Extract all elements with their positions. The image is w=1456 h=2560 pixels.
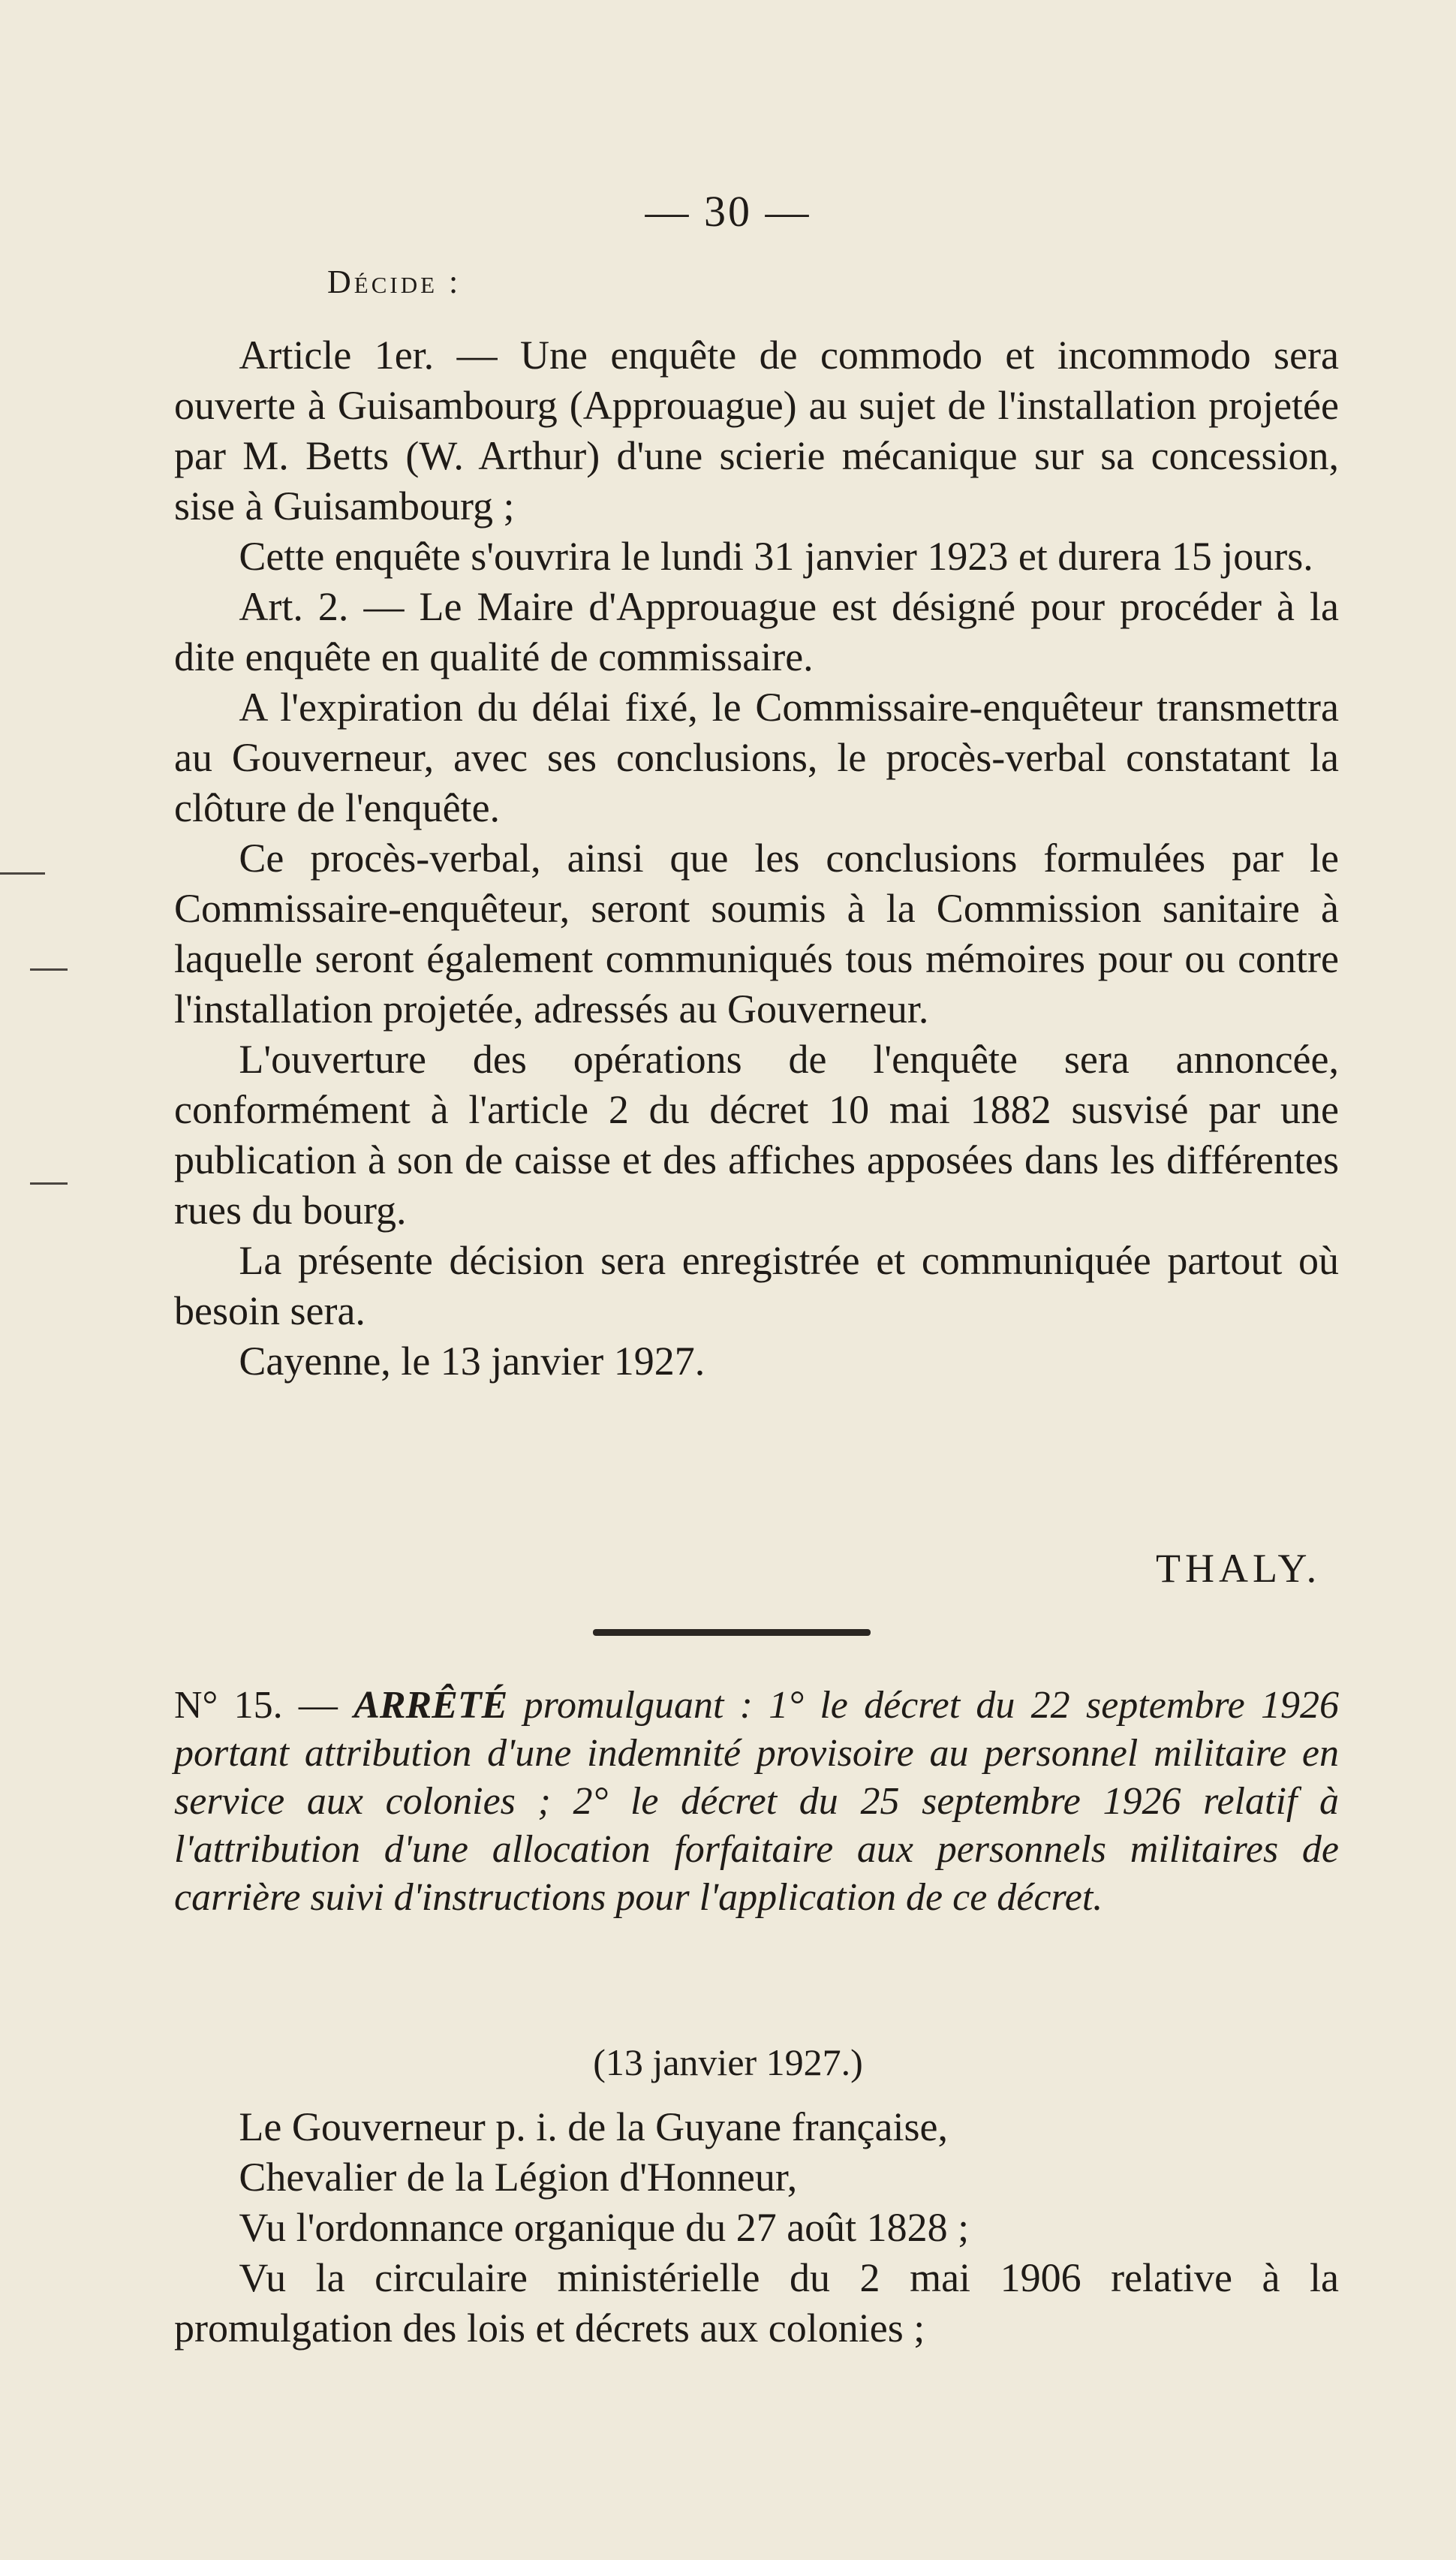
paragraph-article-2: Art. 2. — Le Maire d'Approuague est désigné pour procéder à la dite enquête en qualité de commissaire. bbox=[174, 584, 1339, 679]
decree-heading: promulguant : 1° le décret du 22 septembre 1926 portant attribution d'une indemnité provisoire au personnel militaire en service aux colonies ; 2° le décret du 25 septembre 1926 relatif à l'attribution d'une allocation forfaitaire aux personnels militaires de carrière suivi d'instructions pour l'application de ce décret. bbox=[174, 1684, 1340, 1919]
decree-kind: ARRÊTÉ bbox=[353, 1684, 508, 1727]
decree-heading-block bbox=[174, 1682, 1339, 1922]
separator-rule bbox=[593, 1629, 871, 1636]
paragraph-proces-verbal: Ce procès-verbal, ainsi que les conclusions formulées par le Commissaire-enquêteur, seront soumis à la Commission sanitaire à laquelle seront également communiqués tous mémoires pour ou contre l'installation projetée, adressés au Gouverneur. bbox=[174, 836, 1339, 1032]
paragraph-place-date: Cayenne, le 13 janvier 1927. bbox=[239, 1339, 705, 1384]
decree-line-circulaire: Vu la circulaire ministérielle du 2 mai 1906 relative à la promulgation des lois et décrets aux colonies ; bbox=[174, 2255, 1339, 2351]
margin-mark bbox=[30, 1182, 68, 1185]
paragraph-expiration: A l'expiration du délai fixé, le Commissaire-enquêteur transmettra au Gouverneur, avec ses conclusions, le procès-verbal constatant la clôture de l'enquête. bbox=[174, 685, 1339, 830]
decree-date: (13 janvier 1927.) bbox=[593, 2041, 863, 2083]
decree-body bbox=[174, 2102, 1339, 2354]
decree-title bbox=[174, 1682, 1339, 1922]
paragraph-presente-decision: La présente décision sera enregistrée et communiquée partout où besoin sera. bbox=[174, 1238, 1339, 1333]
decide-heading: Décide : bbox=[327, 264, 462, 300]
paragraph-article-1: Article 1er. — Une enquête de commodo et incommodo sera ouverte à Guisambourg (Approuague) au sujet de l'installation projetée par M. Betts (W. Arthur) d'une scierie mécanique sur sa concession, sise à Guisambourg ; bbox=[174, 333, 1339, 529]
margin-mark bbox=[0, 872, 45, 875]
decree-line-governor: Le Gouverneur p. i. de la Guyane française, bbox=[239, 2104, 948, 2149]
decree-line-ordonnance: Vu l'ordonnance organique du 27 août 1828 ; bbox=[239, 2205, 970, 2250]
margin-mark bbox=[30, 968, 68, 971]
page-number: — 30 — bbox=[645, 187, 811, 236]
paragraph-enquete-dates: Cette enquête s'ouvrira le lundi 31 janvier 1923 et durera 15 jours. bbox=[239, 534, 1313, 579]
decree-line-chevalier: Chevalier de la Légion d'Honneur, bbox=[239, 2155, 798, 2200]
decree-number: N° 15. — bbox=[174, 1684, 338, 1727]
decision-body bbox=[174, 330, 1339, 1387]
paragraph-ouverture: L'ouverture des opérations de l'enquête sera annoncée, conformément à l'article 2 du décret 10 mai 1882 susvisé par une publication à son de caisse et des affiches apposées dans les différentes rues du bourg. bbox=[174, 1037, 1339, 1233]
signature: THALY. bbox=[1156, 1546, 1322, 1591]
